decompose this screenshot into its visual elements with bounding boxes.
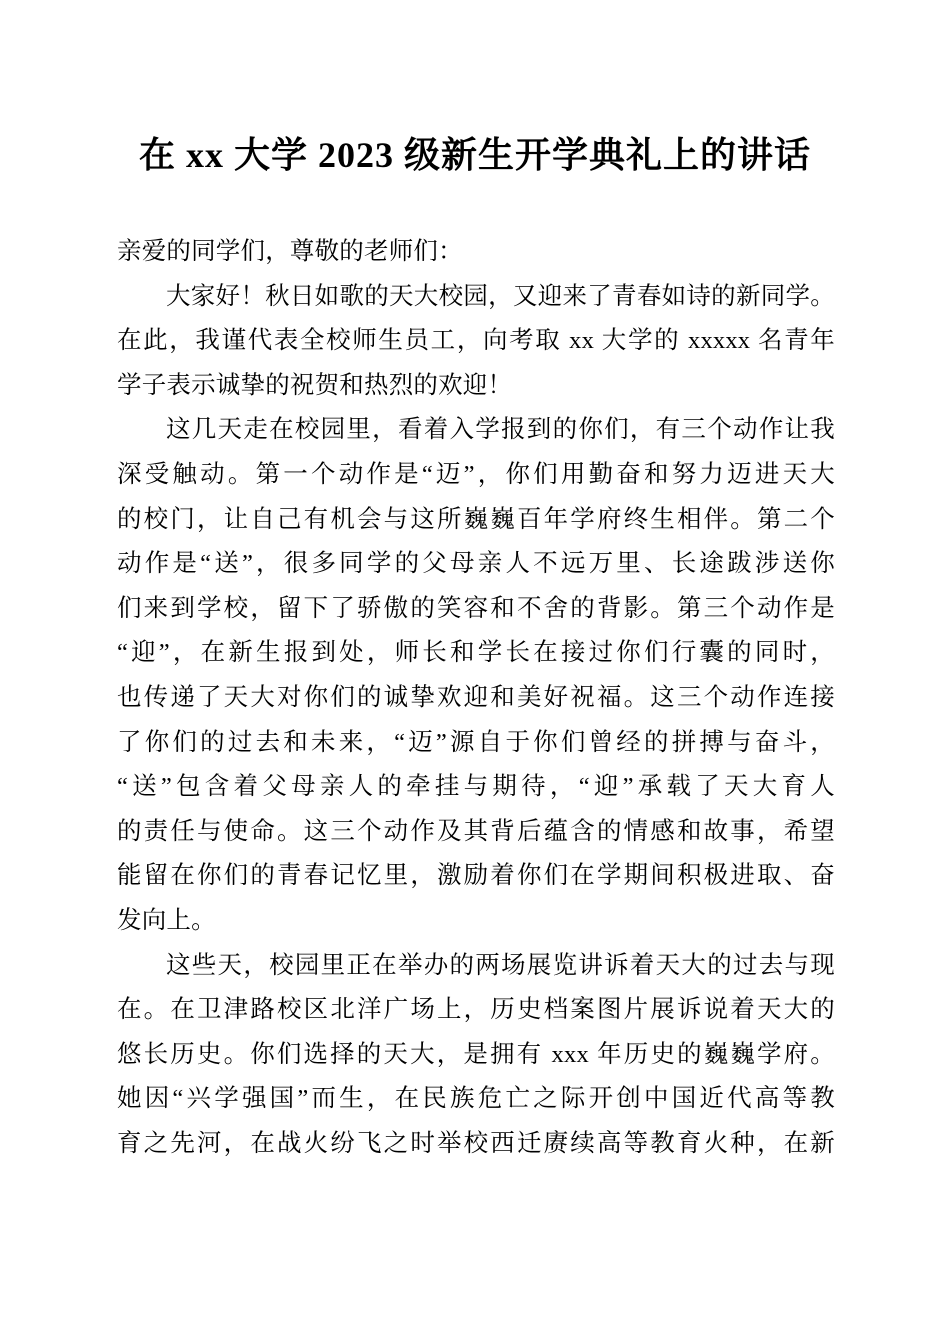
text-line: 深受触动。第一个动作是“迈”，你们用勤奋和努力迈进天大 <box>117 460 835 488</box>
document-title: 在 xx 大学 2023 级新生开学典礼上的讲话 <box>138 135 811 175</box>
text-line: 动作是“送”，很多同学的父母亲人不远万里、长途跋涉送你 <box>117 550 835 578</box>
text-line: 发向上。 <box>117 906 216 934</box>
text-line: 们来到学校，留下了骄傲的笑容和不舍的背影。第三个动作是 <box>117 594 835 622</box>
text-line: 学子表示诚挚的祝贺和热烈的欢迎！ <box>117 371 513 399</box>
text-line: 亲爱的同学们，尊敬的老师们： <box>117 238 463 265</box>
text-line: 的责任与使命。这三个动作及其背后蕴含的情感和故事，希望 <box>117 817 835 845</box>
text-line: “送”包含着父母亲人的牵挂与期待，“迎”承载了天大育人 <box>117 773 835 801</box>
text-line: “迎”，在新生报到处，师长和学长在接过你们行囊的同时， <box>117 639 835 667</box>
text-line: 这几天走在校园里，看着入学报到的你们，有三个动作让我 <box>166 416 835 444</box>
text-line: 她因“兴学强国”而生，在民族危亡之际开创中国近代高等教 <box>117 1085 835 1113</box>
text-line: 的校门，让自己有机会与这所巍巍百年学府终生相伴。第二个 <box>117 505 835 533</box>
text-line: 这些天，校园里正在举办的两场展览讲诉着天大的过去与现 <box>166 951 835 979</box>
text-line: 在。在卫津路校区北洋广场上，历史档案图片展诉说着天大的 <box>117 996 835 1024</box>
text-line: 悠长历史。你们选择的天大，是拥有 xxx 年历史的巍巍学府。 <box>117 1040 835 1068</box>
text-line: 大家好！秋日如歌的天大校园，又迎来了青春如诗的新同学。 <box>166 282 835 310</box>
text-line: 能留在你们的青春记忆里，激励着你们在学期间积极进取、奋 <box>117 862 835 890</box>
text-line: 也传递了天大对你们的诚挚欢迎和美好祝福。这三个动作连接 <box>117 683 835 711</box>
text-line: 在此，我谨代表全校师生员工，向考取 xx 大学的 xxxxx 名青年 <box>117 327 835 355</box>
text-line: 育之先河，在战火纷飞之时举校西迁赓续高等教育火种，在新 <box>117 1129 835 1157</box>
text-line: 了你们的过去和未来，“迈”源自于你们曾经的拼搏与奋斗， <box>117 728 835 756</box>
document-body <box>117 230 835 1166</box>
